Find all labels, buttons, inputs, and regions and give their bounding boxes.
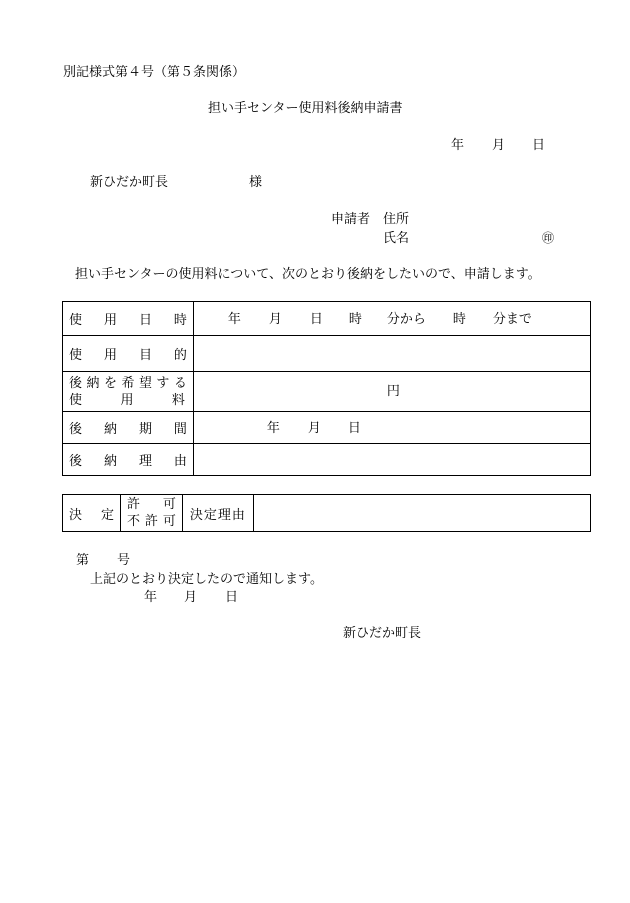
decision-table xyxy=(62,494,591,532)
deferred-reason-label: 後 納 理 由 xyxy=(63,444,194,476)
table-row xyxy=(63,412,591,444)
approval-options[interactable]: 許 可 不 許 可 xyxy=(120,495,182,532)
intro-text: 担い手センターの使用料について、次のとおり後納をしたいので、申請します。 xyxy=(75,267,541,282)
table-row xyxy=(63,372,591,412)
deferred-period-label: 後 納 期 間 xyxy=(63,412,194,444)
usage-datetime-label: 使 用 日 時 xyxy=(63,302,194,336)
deferred-fee-label: 後 納 を 希 望 す る 使 用 料 xyxy=(63,372,194,412)
deferred-period-value: 年 月 日 xyxy=(193,412,590,444)
decision-label: 決 定 xyxy=(63,495,121,532)
usage-datetime-value: 年 月 日 時 分から 時 分まで xyxy=(193,302,590,336)
table-row xyxy=(63,302,591,336)
table-row xyxy=(63,336,591,372)
notice-signer: 新ひだか町長 xyxy=(343,626,422,641)
address-label: 住所 xyxy=(383,212,410,227)
yen-unit: 円 xyxy=(386,384,400,399)
deferred-reason-value[interactable] xyxy=(193,444,590,476)
application-table xyxy=(62,301,591,476)
document-title: 担い手センター使用料後納申請書 xyxy=(208,101,403,116)
table-row xyxy=(63,444,591,476)
usage-purpose-label: 使 用 目 的 xyxy=(63,336,194,372)
usage-purpose-value[interactable] xyxy=(193,336,590,372)
decision-reason-value[interactable] xyxy=(253,495,590,532)
notice-text: 上記のとおり決定したので通知します。 xyxy=(90,572,323,587)
addressee: 新ひだか町長 xyxy=(90,175,169,190)
honorific: 様 xyxy=(249,175,263,190)
seal-mark: ㊞ xyxy=(542,231,555,245)
day-label: 日 xyxy=(532,138,546,153)
name-label: 氏名 xyxy=(383,231,410,246)
applicant-label: 申請者 xyxy=(331,212,371,227)
decision-reason-label: 決定理由 xyxy=(182,495,253,532)
year-label: 年 xyxy=(451,138,465,153)
form-number: 別記様式第４号（第５条関係） xyxy=(63,65,246,80)
month-label: 月 xyxy=(492,138,506,153)
table-row xyxy=(63,495,591,532)
deferred-fee-value[interactable] xyxy=(193,372,590,412)
